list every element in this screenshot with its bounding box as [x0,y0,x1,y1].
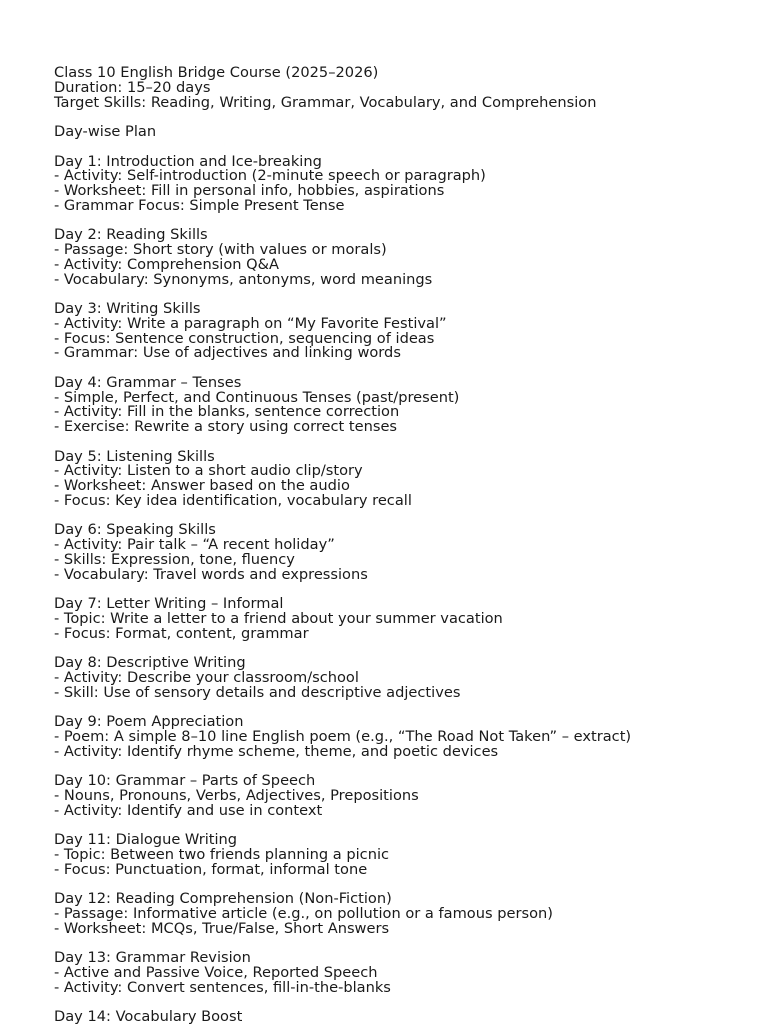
day-title: Day 6: Speaking Skills [54,521,216,539]
day-item: - Skill: Use of sensory details and descriptive adjectives [54,683,461,701]
day-item: - Activity: Describe your classroom/school [54,668,359,686]
day-item: - Activity: Fill in the blanks, sentence correction [54,403,400,421]
day-item: - Worksheet: Answer based on the audio [54,477,350,494]
day-item: - Exercise: Rewrite a story using correct tenses [54,418,398,435]
day-title: Day 11: Dialogue Writing [54,831,238,848]
day-plan-list [54,152,754,1025]
day-title: Day 5: Listening Skills [54,447,215,465]
day-title: Day 13: Grammar Revision [54,949,251,966]
document-page [54,66,754,1025]
day-item: - Activity: Self-introduction (2-minute speech or paragraph) [54,167,486,185]
day-title: Day 2: Reading Skills [54,226,208,244]
day-item: - Activity: Write a paragraph on “My Favorite Festival” [54,314,447,332]
day-item: - Worksheet: Fill in personal info, hobbies, aspirations [54,182,445,199]
day-item: - Nouns, Pronouns, Verbs, Adjectives, Prepositions [54,786,419,804]
day-item: - Grammar: Use of adjectives and linking words [54,344,401,362]
day-item: - Activity: Comprehension Q&A [54,255,280,273]
day-item: - Topic: Between two friends planning a picnic [54,845,390,863]
day-item: - Activity: Identify rhyme scheme, theme, and poetic devices [54,742,499,760]
day-block [54,715,754,774]
day-block [54,152,754,229]
day-title: Day 10: Grammar – Parts of Speech [54,772,316,789]
day-block [54,302,754,376]
day-block [54,597,754,656]
day-title: Day 7: Letter Writing – Informal [54,595,284,612]
day-item: - Activity: Pair talk – “A recent holiday” [54,536,335,553]
document-title: Class 10 English Bridge Course (2025–2026) [54,64,379,81]
day-title: Day 1: Introduction and Ice-breaking [54,152,322,170]
day-block [54,774,754,833]
day-item: - Vocabulary: Synonyms, antonyms, word meanings [54,270,433,288]
day-item: - Skills: Expression, tone, fluency [54,550,295,568]
day-block [54,447,754,524]
day-block [54,523,754,597]
day-item: - Passage: Short story (with values or morals) [54,241,387,258]
day-item: - Focus: Format, content, grammar [54,624,309,642]
day-item: - Simple, Perfect, and Continuous Tenses (past/present) [54,388,460,406]
day-item: - Activity: Convert sentences, fill-in-the-blanks [54,978,391,996]
day-item: - Passage: Informative article (e.g., on pollution or a famous person) [54,904,553,922]
day-item: - Poem: A simple 8–10 line English poem (e.g., “The Road Not Taken” – extract) [54,727,632,745]
duration-line: Duration: 15–20 days [54,78,211,96]
spacer [54,110,754,125]
day-block [54,228,754,302]
target-skills-line: Target Skills: Reading, Writing, Grammar, Vocabulary, and Comprehension [54,93,597,111]
day-block [54,951,754,1010]
day-block [54,1010,754,1025]
day-title: Day 4: Grammar – Tenses [54,373,242,391]
day-item: - Active and Passive Voice, Reported Speech [54,963,378,981]
day-item: - Worksheet: MCQs, True/False, Short Answers [54,919,390,937]
day-title: Day 14: Vocabulary Boost [54,1008,243,1025]
day-item: - Grammar Focus: Simple Present Tense [54,196,345,214]
day-block [54,373,754,450]
day-block [54,833,754,892]
day-item: - Activity: Listen to a short audio clip/story [54,462,363,480]
day-item: - Focus: Key idea identification, vocabulary recall [54,491,412,509]
day-title: Day 12: Reading Comprehension (Non-Fiction) [54,890,392,907]
day-title: Day 8: Descriptive Writing [54,654,246,671]
day-title: Day 9: Poem Appreciation [54,713,244,730]
day-item: - Vocabulary: Travel words and expressions [54,565,368,583]
day-title: Day 3: Writing Skills [54,300,201,317]
day-item: - Activity: Identify and use in context [54,801,323,819]
day-block [54,892,754,951]
day-item: - Topic: Write a letter to a friend about your summer vacation [54,609,503,627]
day-item: - Focus: Punctuation, format, informal tone [54,860,368,878]
day-block [54,656,754,715]
plan-heading: Day-wise Plan [54,123,157,140]
day-item: - Focus: Sentence construction, sequencing of ideas [54,329,435,347]
